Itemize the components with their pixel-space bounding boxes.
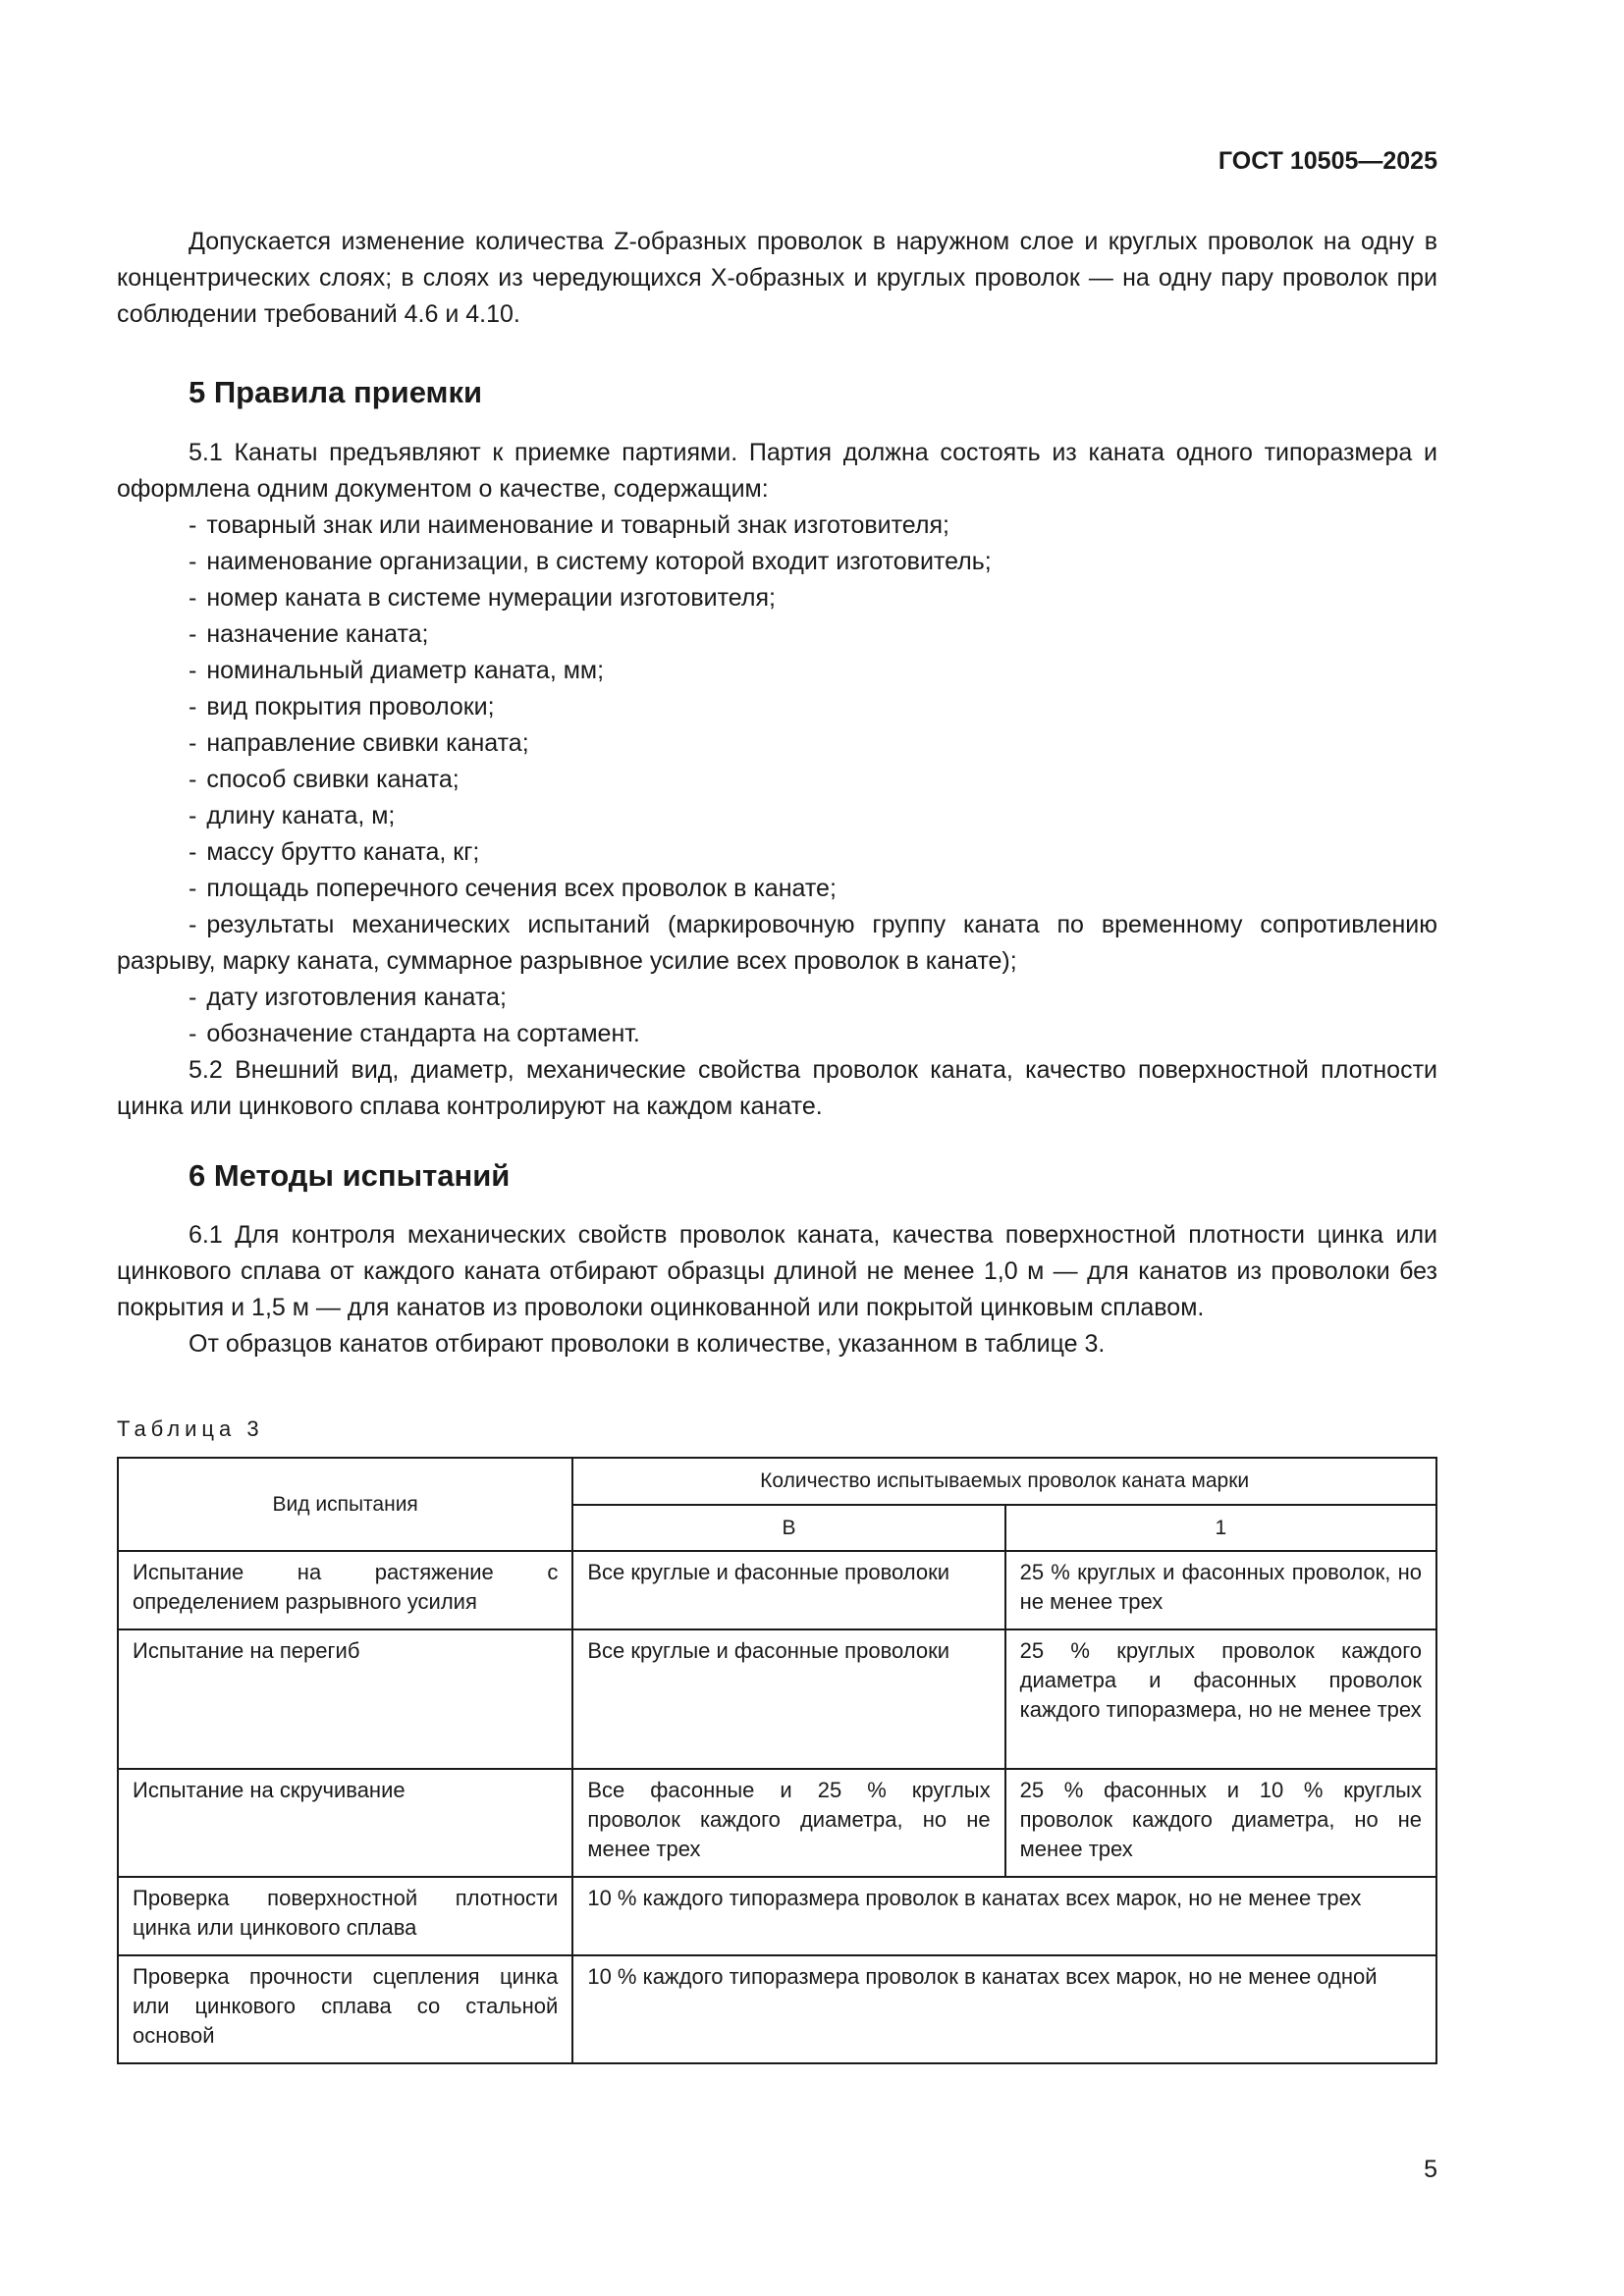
section-5-title: 5 Правила приемки bbox=[189, 375, 483, 409]
list-item: - наименование организации, в систему которой входит изготовитель; bbox=[189, 548, 992, 575]
table-row bbox=[118, 1629, 1436, 1769]
list-item: - обозначение стандарта на сортамент. bbox=[189, 1020, 640, 1047]
table-header-row bbox=[118, 1458, 1436, 1505]
clause-5-2: 5.2 Внешний вид, диаметр, механические свойства проволок каната, качество поверхностной плотности цинка или цинкового сплава контролируют на каждом канате. bbox=[117, 1056, 1437, 1120]
list-item: - товарный знак или наименование и товарный знак изготовителя; bbox=[189, 511, 949, 539]
table-row bbox=[118, 1955, 1436, 2063]
clause-6-1-continued: От образцов канатов отбирают проволоки в количестве, указанном в таблице 3. bbox=[189, 1330, 1106, 1358]
list-item: - направление свивки каната; bbox=[189, 729, 529, 757]
quality-document-list bbox=[117, 507, 1437, 1052]
list-item: - вид покрытия проволоки; bbox=[189, 693, 495, 721]
header-test-type: Вид испытания bbox=[118, 1458, 572, 1551]
list-item: - номер каната в системе нумерации изготовителя; bbox=[189, 584, 776, 612]
cell-test: Испытание на скручивание bbox=[118, 1769, 572, 1877]
intro-paragraph: Допускается изменение количества Z-образных проволок в наружном слое и круглых проволок на одну в концентрических слоях; в слоях из чередующихся Х-образных и круглых проволок — на одну пару проволок при соблюдении требований 4.6 и 4.10. bbox=[117, 228, 1437, 328]
list-item: - результаты механических испытаний (маркировочную группу каната по временному сопротивлению разрыву, марку каната, суммарное разрывное усилие всех проволок в канате); bbox=[117, 911, 1437, 975]
cell-test: Испытание на перегиб bbox=[118, 1629, 572, 1769]
section-5 bbox=[117, 375, 1437, 410]
table-caption bbox=[117, 1416, 1437, 1442]
intro-block bbox=[117, 224, 1437, 333]
page-number: 5 bbox=[1424, 2156, 1437, 2183]
cell-test: Испытание на растяжение с определением разрывного усилия bbox=[118, 1551, 572, 1629]
cell-grade-b: Все круглые и фасонные проволоки bbox=[572, 1551, 1004, 1629]
table-row bbox=[118, 1769, 1436, 1877]
list-item: - дату изготовления каната; bbox=[189, 984, 507, 1011]
list-item: - способ свивки каната; bbox=[189, 766, 460, 793]
section-6-body bbox=[117, 1217, 1437, 1362]
header-grade-b: В bbox=[572, 1505, 1004, 1551]
document-code: ГОСТ 10505—2025 bbox=[1218, 147, 1437, 175]
cell-grade-1: 25 % фасонных и 10 % круглых проволок каждого диаметра, но не менее трех bbox=[1005, 1769, 1436, 1877]
section-5-body bbox=[117, 435, 1437, 1125]
list-item: - массу брутто каната, кг; bbox=[189, 838, 480, 866]
cell-all-grades: 10 % каждого типоразмера проволок в канатах всех марок, но не менее трех bbox=[572, 1877, 1436, 1955]
table-caption-text: Таблица 3 bbox=[117, 1416, 264, 1441]
cell-grade-1: 25 % круглых и фасонных проволок, но не менее трех bbox=[1005, 1551, 1436, 1629]
table-3-wrapper bbox=[117, 1457, 1437, 2064]
list-item: - площадь поперечного сечения всех проволок в канате; bbox=[189, 875, 837, 902]
list-item: - длину каната, м; bbox=[189, 802, 396, 829]
section-6-title: 6 Методы испытаний bbox=[189, 1158, 511, 1193]
header-quantity: Количество испытываемых проволок каната марки bbox=[572, 1458, 1436, 1505]
cell-all-grades: 10 % каждого типоразмера проволок в канатах всех марок, но не менее одной bbox=[572, 1955, 1436, 2063]
clause-5-1: 5.1 Канаты предъявляют к приемке партиями. Партия должна состоять из каната одного типоразмера и оформлена одним документом о качестве, содержащим: bbox=[117, 439, 1437, 503]
clause-6-1: 6.1 Для контроля механических свойств проволок каната, качества поверхностной плотности цинка или цинкового сплава от каждого каната отбирают образцы длиной не менее 1,0 м — для канатов из проволоки без покрытия и 1,5 м — для канатов из проволоки оцинкованной или покрытой цинковым сплавом. bbox=[117, 1221, 1437, 1321]
section-6 bbox=[117, 1158, 1437, 1194]
table-row bbox=[118, 1551, 1436, 1629]
cell-test: Проверка прочности сцепления цинка или цинкового сплава со стальной основой bbox=[118, 1955, 572, 2063]
table-3 bbox=[117, 1457, 1437, 2064]
list-item: - назначение каната; bbox=[189, 620, 429, 648]
cell-grade-b: Все фасонные и 25 % круглых проволок каждого диаметра, но не менее трех bbox=[572, 1769, 1004, 1877]
table-row bbox=[118, 1877, 1436, 1955]
cell-grade-b: Все круглые и фасонные проволоки bbox=[572, 1629, 1004, 1769]
list-item: - номинальный диаметр каната, мм; bbox=[189, 657, 605, 684]
header-grade-1: 1 bbox=[1005, 1505, 1436, 1551]
cell-test: Проверка поверхностной плотности цинка или цинкового сплава bbox=[118, 1877, 572, 1955]
cell-grade-1: 25 % круглых проволок каждого диаметра и фасонных проволок каждого типоразмера, но не менее трех bbox=[1005, 1629, 1436, 1769]
